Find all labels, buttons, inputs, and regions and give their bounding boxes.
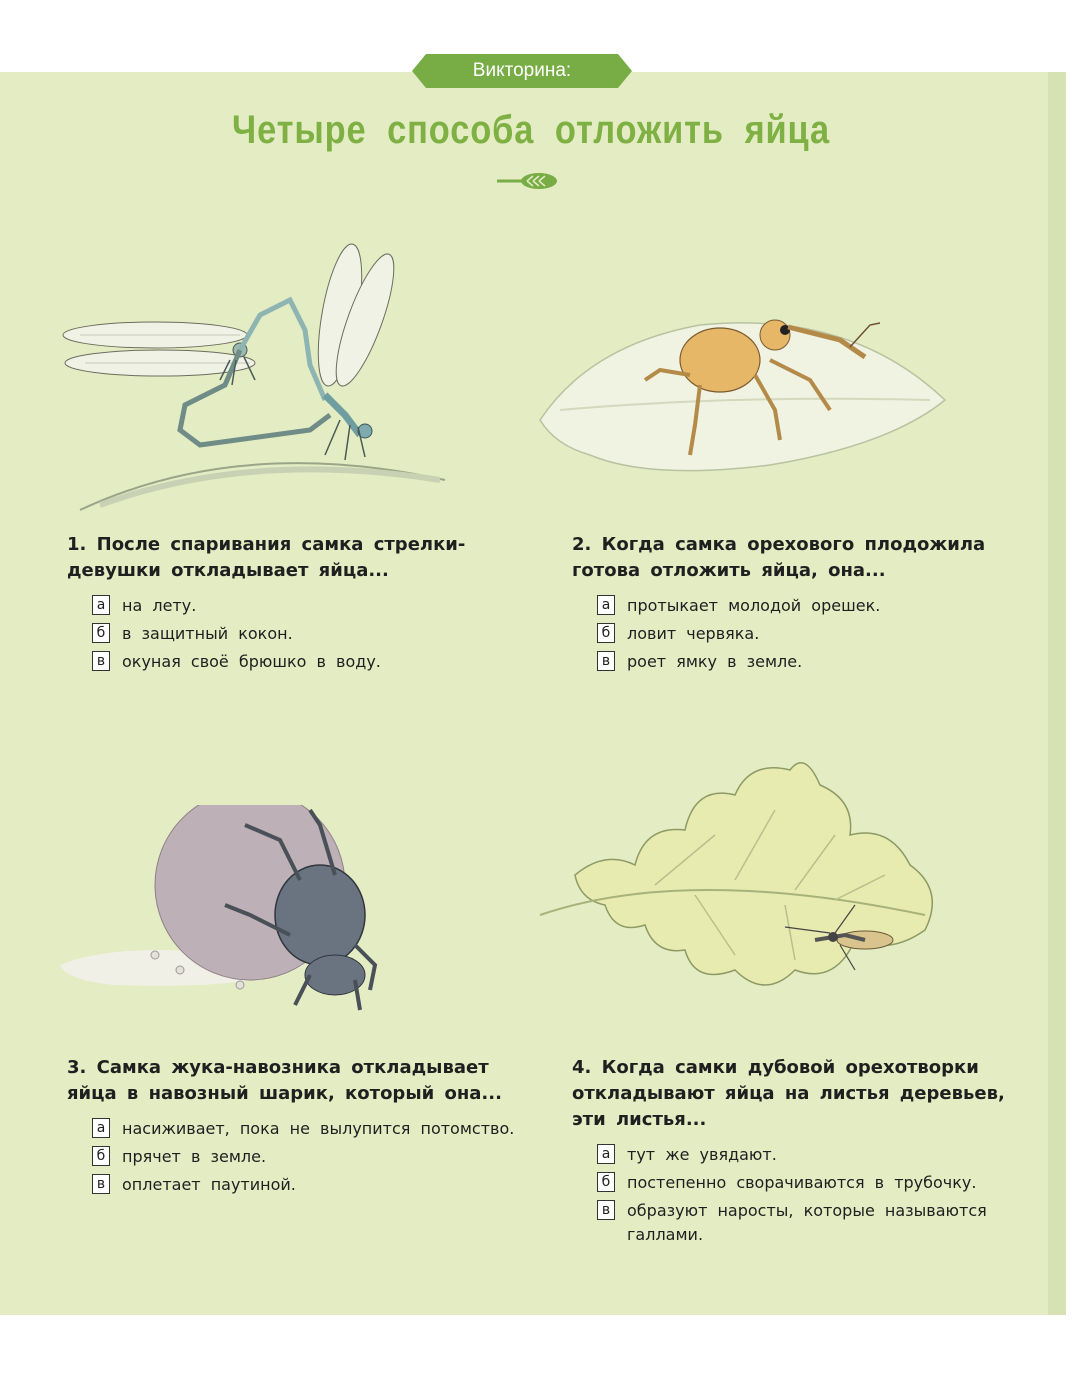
- question-2-option-c[interactable]: [597, 650, 1042, 674]
- page-edge: [1048, 72, 1066, 1315]
- option-letter-box[interactable]: в: [92, 1174, 110, 1194]
- page-title: Четыре способа отложить яйца: [232, 108, 830, 152]
- weevil-icon: [530, 305, 950, 480]
- option-text: протыкает молодой орешек.: [627, 596, 881, 615]
- question-3-option-b[interactable]: [92, 1145, 537, 1169]
- question-1-text: 1. После спаривания самка стрелки-девушки откладывает яйца...: [67, 534, 466, 581]
- question-2-text: 2. Когда самка орехового плодожила готова отложить яйца, она...: [572, 534, 986, 581]
- option-letter-box[interactable]: в: [92, 651, 110, 671]
- question-2-option-b[interactable]: [597, 622, 1042, 646]
- option-letter-box[interactable]: б: [92, 1146, 110, 1166]
- question-4-option-c[interactable]: [597, 1199, 1042, 1247]
- question-3-option-c[interactable]: [92, 1173, 537, 1197]
- option-letter-box[interactable]: в: [597, 651, 615, 671]
- question-4-text: 4. Когда самки дубовой орехотворки откладывают яйца на листья деревьев, эти листья...: [572, 1057, 1005, 1130]
- question-3-option-a[interactable]: [92, 1117, 537, 1141]
- badge-label: Викторина:: [472, 60, 572, 81]
- option-letter-box[interactable]: а: [597, 1144, 615, 1164]
- question-3-text: 3. Самка жука-навозника откладывает яйца в навозный шарик, который она...: [67, 1057, 502, 1104]
- option-text: тут же увядают.: [627, 1145, 777, 1164]
- option-text: прячет в земле.: [122, 1147, 267, 1166]
- option-letter-box[interactable]: б: [597, 623, 615, 643]
- option-text: постепенно сворачиваются в трубочку.: [627, 1173, 977, 1192]
- option-text: роет ямку в земле.: [627, 652, 803, 671]
- option-letter-box[interactable]: б: [92, 623, 110, 643]
- question-1-option-b[interactable]: [92, 622, 537, 646]
- quiz-badge: [412, 54, 632, 88]
- option-letter-box[interactable]: а: [92, 1118, 110, 1138]
- option-text: оплетает паутиной.: [122, 1175, 296, 1194]
- option-text: образуют наросты, которые называются галлами.: [627, 1201, 987, 1244]
- question-1: [67, 532, 537, 678]
- question-1-option-c[interactable]: [92, 650, 537, 674]
- question-4: [572, 1055, 1042, 1251]
- question-2-option-a[interactable]: [597, 594, 1042, 618]
- option-text: ловит червяка.: [627, 624, 760, 643]
- option-letter-box[interactable]: а: [92, 595, 110, 615]
- oak-leaf-wasp-icon: [535, 755, 950, 1005]
- question-3: [67, 1055, 537, 1201]
- wheat-ornament-icon: [495, 172, 559, 190]
- option-text: окуная своё брюшко в воду.: [122, 652, 381, 671]
- option-text: на лету.: [122, 596, 197, 615]
- option-text: насиживает, пока не вылупится потомство.: [122, 1119, 515, 1138]
- option-letter-box[interactable]: б: [597, 1172, 615, 1192]
- question-4-option-a[interactable]: [597, 1143, 1042, 1167]
- option-text: в защитный кокон.: [122, 624, 293, 643]
- dung-beetle-icon: [55, 805, 395, 1020]
- question-1-option-a[interactable]: [92, 594, 537, 618]
- question-4-option-b[interactable]: [597, 1171, 1042, 1195]
- damselfly-icon: [60, 235, 460, 515]
- option-letter-box[interactable]: в: [597, 1200, 615, 1220]
- question-2: [572, 532, 1042, 678]
- option-letter-box[interactable]: а: [597, 595, 615, 615]
